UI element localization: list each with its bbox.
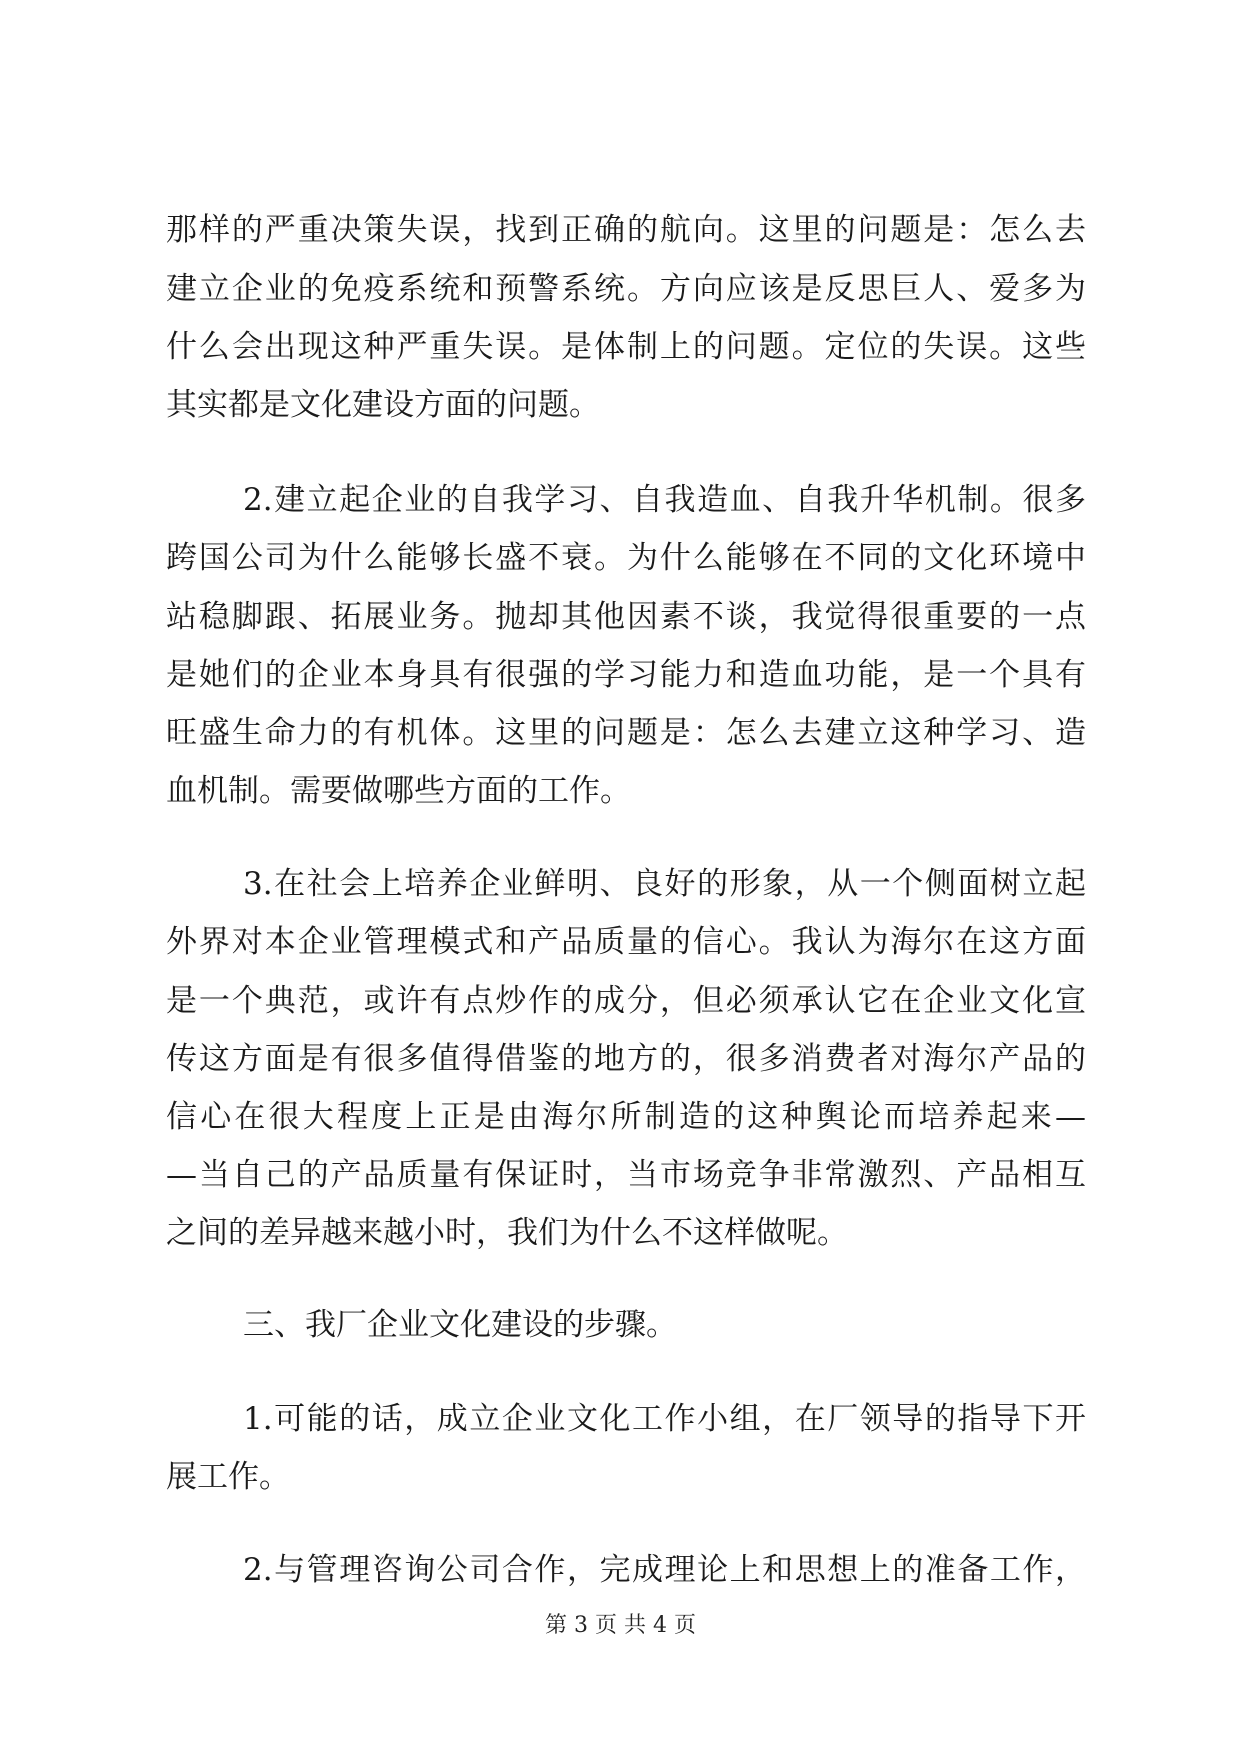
text-line: 2.与管理咨询公司合作，完成理论上和思想上的准备工作， xyxy=(243,1552,1086,1588)
text-line: —当自己的产品质量有保证时，当市场竞争非常激烈、产品相互 xyxy=(166,1157,1086,1193)
text-line: 信心在很大程度上正是由海尔所制造的这种舆论而培养起来— xyxy=(166,1099,1086,1135)
text-line: 站稳脚跟、拓展业务。抛却其他因素不谈，我觉得很重要的一点 xyxy=(166,599,1086,635)
text-line: 旺盛生命力的有机体。这里的问题是：怎么去建立这种学习、造 xyxy=(166,715,1086,751)
text-line: 3.在社会上培养企业鲜明、良好的形象，从一个侧面树立起 xyxy=(243,866,1086,902)
text-line: 那样的严重决策失误，找到正确的航向。这里的问题是：怎么去 xyxy=(166,212,1086,248)
text-line: 之间的差异越来越小时，我们为什么不这样做呢。 xyxy=(166,1215,848,1251)
text-line: 2.建立起企业的自我学习、自我造血、自我升华机制。很多 xyxy=(243,482,1086,518)
text-line: 是她们的企业本身具有很强的学习能力和造血功能，是一个具有 xyxy=(166,657,1086,693)
text-line: 其实都是文化建设方面的问题。 xyxy=(166,387,600,423)
page-number-footer: 第 3 页 共 4 页 xyxy=(545,1613,696,1638)
text-line: 血机制。需要做哪些方面的工作。 xyxy=(166,773,631,809)
text-line: 是一个典范，或许有点炒作的成分，但必须承认它在企业文化宣 xyxy=(166,983,1086,1019)
text-line: 跨国公司为什么能够长盛不衰。为什么能够在不同的文化环境中 xyxy=(166,540,1086,576)
text-line: 什么会出现这种严重失误。是体制上的问题。定位的失误。这些 xyxy=(166,329,1086,365)
section-heading: 三、我厂企业文化建设的步骤。 xyxy=(243,1307,677,1343)
text-line: 1.可能的话，成立企业文化工作小组，在厂领导的指导下开 xyxy=(243,1401,1086,1437)
text-line: 传这方面是有很多值得借鉴的地方的，很多消费者对海尔产品的 xyxy=(166,1041,1086,1077)
text-line: 外界对本企业管理模式和产品质量的信心。我认为海尔在这方面 xyxy=(166,924,1086,960)
text-line: 展工作。 xyxy=(166,1459,290,1495)
text-line: 建立企业的免疫系统和预警系统。方向应该是反思巨人、爱多为 xyxy=(166,271,1086,307)
